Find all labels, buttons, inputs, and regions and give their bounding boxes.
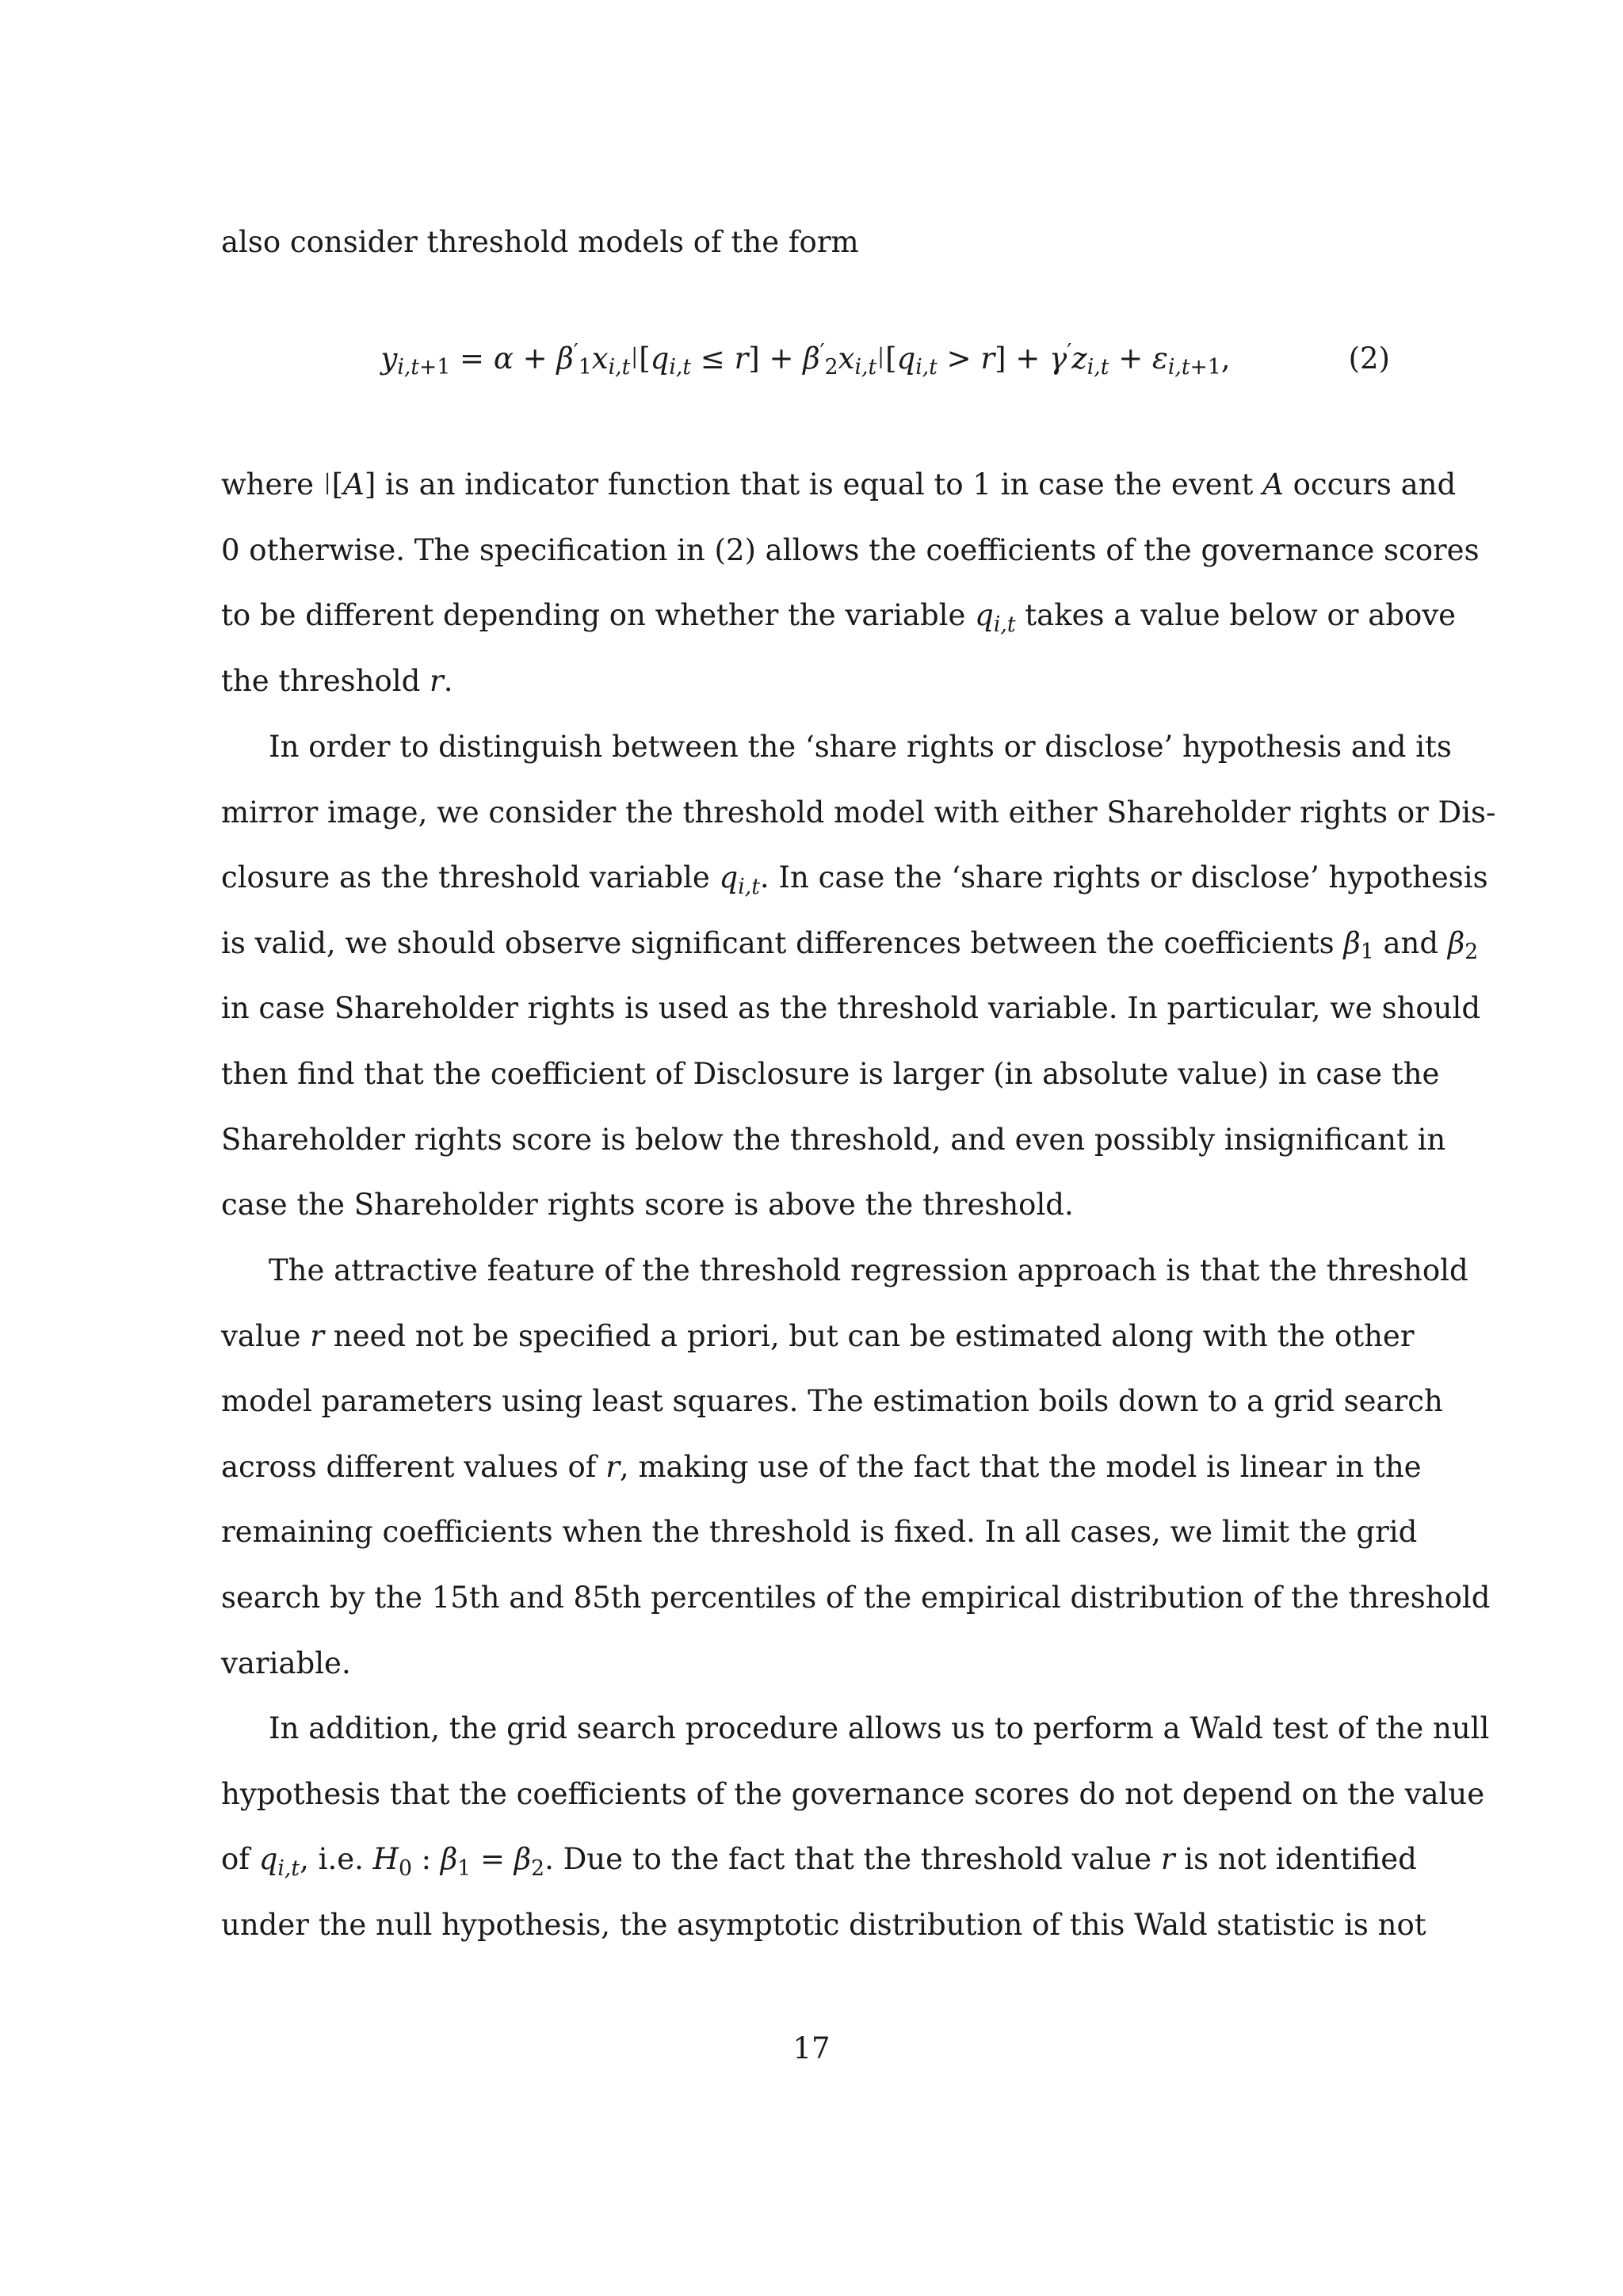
p4-line-2: hypothesis that the coefficients of the governance scores do not depend on the value	[221, 1776, 1485, 1811]
p3-line-7: variable.	[221, 1646, 351, 1680]
paragraph-1	[221, 452, 1480, 714]
paragraph-3	[221, 1238, 1491, 1696]
p4-line-4: under the null hypothesis, the asymptotic distribution of this Wald statistic is not	[221, 1907, 1426, 1942]
equation-number: (2)	[1348, 341, 1390, 376]
p3-line-3: model parameters using least squares. The estimation boils down to a grid search	[221, 1384, 1443, 1419]
p2-line-5: in case Shareholder rights is used as the threshold variable. In particular, we should	[221, 991, 1481, 1026]
p1-line-4: the threshold r.	[221, 663, 453, 698]
p3-line-5: remaining coefficients when the threshold is fixed. In all cases, we limit the grid	[221, 1515, 1418, 1550]
p4-line-1: In addition, the grid search procedure allows us to perform a Wald test of the null	[269, 1711, 1490, 1745]
p3-line-4: across different values of r, making use of the fact that the model is linear in the	[221, 1449, 1422, 1484]
paragraph-4	[221, 1696, 1490, 1958]
p3-line-6: search by the 15th and 85th percentiles of the empirical distribution of the threshold	[221, 1580, 1491, 1615]
equation-2	[221, 334, 1390, 397]
p3-line-2: value r need not be specified a priori, but can be estimated along with the other	[221, 1318, 1415, 1353]
paragraph-2	[221, 715, 1496, 1238]
p2-line-3: closure as the threshold variable $q_{i,t}$. In case the ‘share rights or disclose’ hypothesis	[221, 860, 1488, 899]
p1-line-2: 0 otherwise. The specification in (2) allows the coefficients of the governance scores	[221, 532, 1480, 567]
threshold-model-equation: $y_{i,t+1} = \alpha + \beta'_1x_{i,t}I[q_{i,t} \le r] + \beta'_2x_{i,t}I[q_{i,t} > r] + \gamma'z_{i,t} + \varepsilon_{i,t+1}$,	[380, 340, 1231, 380]
p1-line-3: to be different depending on whether the variable $q_{i,t}$ takes a value below or above	[221, 598, 1457, 637]
page-number: 17	[792, 2031, 831, 2065]
intro-text	[221, 210, 1390, 276]
p2-line-7: Shareholder rights score is below the threshold, and even possibly insignificant in	[221, 1122, 1446, 1157]
p3-line-1: The attractive feature of the threshold regression approach is that the threshold	[269, 1253, 1468, 1287]
intro-line: also consider threshold models of the form	[221, 225, 859, 259]
p2-line-1: In order to distinguish between the ‘share rights or disclose’ hypothesis and its	[269, 730, 1452, 764]
p2-line-8: case the Shareholder rights score is above the threshold.	[221, 1188, 1074, 1222]
p4-line-3: of $q_{i,t}$, i.e. $H_0$ : $\beta_1 = \beta_2$. Due to the fact that the threshold value r is not identified	[221, 1842, 1417, 1881]
p2-line-4: is valid, we should observe significant differences between the coefficients $\beta_1$ and $\beta_2$	[221, 925, 1479, 965]
p2-line-6: then find that the coefficient of Disclosure is larger (in absolute value) in case the	[221, 1056, 1440, 1091]
p2-line-2: mirror image, we consider the threshold model with either Shareholder rights or Dis-	[221, 795, 1496, 830]
p1-line-1: where I[A] is an indicator function that is equal to 1 in case the event A occurs and	[221, 467, 1457, 502]
